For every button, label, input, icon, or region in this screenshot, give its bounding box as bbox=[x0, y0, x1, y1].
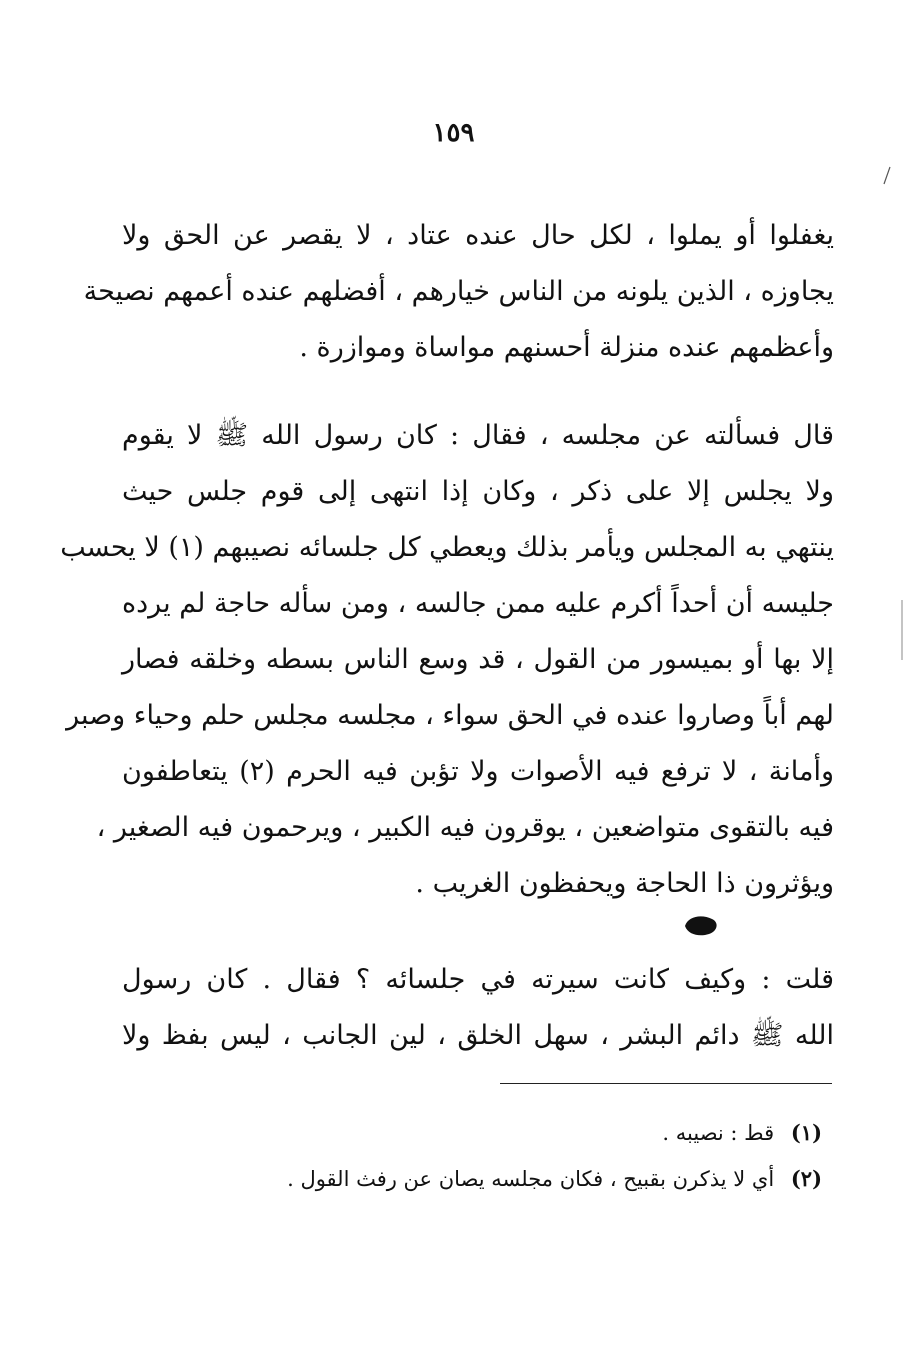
text-line: وأمانة ، لا ترفع فيه الأصوات ولا تؤبن فيه الحرم (٢) يتعاطفون bbox=[122, 756, 834, 787]
footnote-text: أي لا يذكرن بقبيح ، فكان مجلسه يصان عن رفث القول . bbox=[287, 1167, 775, 1191]
paragraph-1 bbox=[83, 208, 834, 376]
text-line: إلا بها أو بميسور من القول ، قد وسع الناس بسطه وخلقه فصار bbox=[122, 644, 834, 675]
page-number: ١٥٩ bbox=[432, 118, 475, 148]
text-line: الله ﷺ دائم البشر ، سهل الخلق ، لين الجانب ، ليس بفظ ولا bbox=[122, 1020, 834, 1051]
footnote-text: قط : نصيبه . bbox=[662, 1121, 775, 1145]
text-line: ولا يجلس إلا على ذكر ، وكان إذا انتهى إلى قوم جلس حيث bbox=[122, 476, 834, 507]
text-line: قلت : وكيف كانت سيرته في جلسائه ؟ فقال . كان رسول bbox=[122, 964, 834, 995]
text-line: يغفلوا أو يملوا ، لكل حال عنده عتاد ، لا يقصر عن الحق ولا bbox=[122, 220, 834, 251]
text-line: فيه بالتقوى متواضعين ، يوقرون فيه الكبير ، ويرحمون فيه الصغير ، bbox=[96, 812, 834, 843]
text-line: وأعظمهم عنده منزلة أحسنهم مواساة وموازرة . bbox=[299, 332, 834, 363]
text-line: ويؤثرون ذا الحاجة ويحفظون الغريب . bbox=[415, 868, 834, 899]
ink-blot bbox=[682, 912, 720, 938]
footnote-number: (٢) bbox=[790, 1166, 822, 1191]
footnotes bbox=[122, 1110, 822, 1202]
text-line: يجاوزه ، الذين يلونه من الناس خيارهم ، أفضلهم عنده أعمهم نصيحة bbox=[83, 276, 834, 307]
text-line: قال فسألته عن مجلسه ، فقال : كان رسول الله ﷺ لا يقوم bbox=[122, 420, 834, 451]
text-line: جليسه أن أحداً أكرم عليه ممن جالسه ، ومن سأله حاجة لم يرده bbox=[122, 588, 834, 619]
text-line: ينتهي به المجلس ويأمر بذلك ويعطي كل جلسائه نصيبهم (١) لا يحسب bbox=[60, 532, 834, 563]
footnote-number: (١) bbox=[790, 1120, 822, 1145]
text-line: لهم أباً وصاروا عنده في الحق سواء ، مجلسه مجلس حلم وحياء وصبر bbox=[66, 700, 834, 731]
footnote-2 bbox=[122, 1156, 822, 1202]
footnote-separator bbox=[500, 1083, 832, 1084]
footnote-1 bbox=[122, 1110, 822, 1156]
stray-pen-mark bbox=[880, 165, 894, 187]
paragraph-2 bbox=[60, 408, 834, 912]
scan-edge-mark bbox=[900, 600, 904, 660]
paragraph-3 bbox=[122, 952, 834, 1064]
